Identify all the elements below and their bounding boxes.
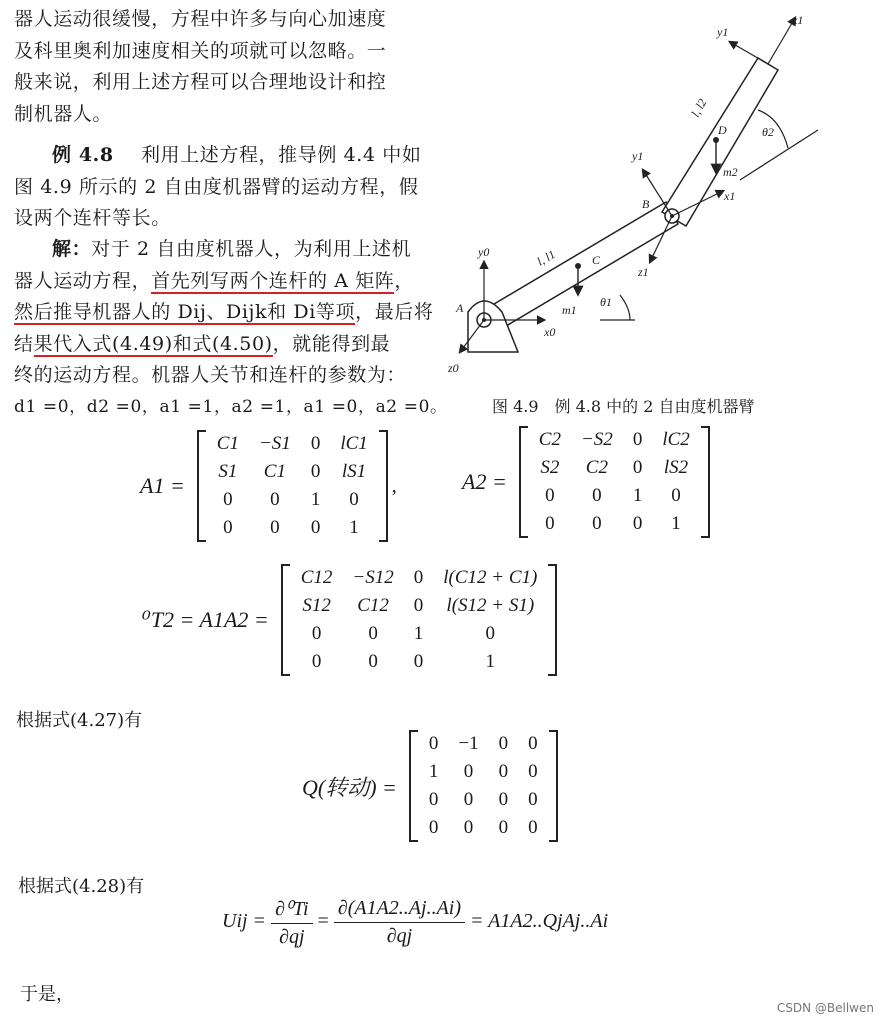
label-y1-top: y1 [717,25,729,39]
matrix-cell: 0 [528,733,538,754]
matrix-cell: 0 [463,817,474,838]
matrix-cell: 0 [428,733,439,754]
matrix-cell: 0 [498,817,509,838]
label-x1-mid: x1 [724,189,736,203]
matrix-cell: S12 [302,595,331,616]
matrix-cell: lC1 [340,433,368,454]
matrix-a2-lhs: A2 = [462,469,507,494]
matrix-cell: 0 [463,761,474,782]
uij-lhs: Uij = [222,910,267,933]
matrix-cell: S2 [540,457,560,478]
label-d: D [718,123,727,137]
matrix-cell: 0 [413,595,424,616]
solution-line: 结 [14,332,34,355]
matrix-cell: C2 [538,429,561,450]
matrix-cell: 0 [270,517,280,538]
matrix-cell: 0 [428,817,439,838]
matrix-a1-lhs: A1 = [140,473,185,498]
solution-line: ，就能得到最 [272,332,391,355]
matrix-cell: C12 [300,567,333,588]
matrix-cell: 0 [311,651,322,672]
figure-caption: 图 4.9 例 4.8 中的 2 自由度机器臂 [492,397,755,416]
matrix-cell: 1 [413,623,424,644]
label-y0: y0 [478,245,490,259]
matrix-cell: lC2 [662,429,690,450]
matrix-cell: −S12 [352,567,394,588]
example-label: 例 4.8 [52,144,114,166]
label-y1-mid: y1 [632,149,644,163]
matrix-cell: 0 [311,623,322,644]
label-m2: m2 [723,165,738,179]
matrix-cell: lS1 [341,461,367,482]
label-b: B [642,197,650,211]
matrix-t2-lhs: ⁰T2 = A1A2 = [142,607,269,632]
example-line: 设两个连杆等长。 [14,207,171,229]
matrix-cell: 0 [368,651,378,672]
fraction [334,897,465,948]
matrix-cell: 0 [223,489,233,510]
reference-text: 根据式(4.27)有 [16,710,143,731]
matrix-cell: C1 [263,461,286,482]
label-theta1: θ1 [600,295,612,309]
label-l2: l, l2 [688,96,710,120]
matrix-cell: 0 [592,485,602,506]
link-1 [484,202,678,332]
uij-equation: Uij = $\frac{\text{∂⁰Ti}}{\partial qj}$ = $\frac{\partial(A1A2..Aj..Ai)}{\partial qj}$ = A1A2..QjAj..Ai [222,897,609,948]
matrix-cell: 0 [528,761,538,782]
fraction-denominator: ∂qj [386,925,413,947]
example-line: 利用上述方程，推导例 4.4 中如 [140,144,422,166]
underlined-text: 然后推导机器人的 Dij、Dijk和 Di等项 [14,301,356,323]
matrix-cell: 1 [428,761,439,782]
matrix-cell: 1 [671,513,681,534]
fraction [271,896,312,949]
intro-line: 器人运动很缓慢，方程中许多与向心加速度 [14,8,387,30]
matrix-cell: −S2 [580,429,613,450]
matrix-cell: 0 [368,623,378,644]
matrix-cell: 0 [545,485,555,506]
link-2 [662,58,778,226]
matrix-cell: 0 [349,489,359,510]
label-x0: x0 [544,325,556,339]
matrix-cell: 0 [528,789,538,810]
label-theta2: θ2 [762,125,774,139]
label-l1: l, l1 [534,247,558,269]
matrix-cell: 0 [498,733,509,754]
matrix-cell: −1 [458,733,479,754]
matrix-cell: 0 [310,433,321,454]
matrix-cell: C1 [216,433,239,454]
solution-paragraph [14,234,448,423]
matrix-q-lhs: Q(转动) = [302,774,397,800]
intro-line: 制机器人。 [14,102,113,125]
label-c: C [592,253,601,267]
watermark: CSDN @Bellwen [776,1001,874,1015]
solution-label: 解： [52,238,92,260]
label-z0: z0 [448,361,459,375]
matrix-cell: 0 [223,517,233,538]
matrix-cell: 1 [310,489,321,510]
matrix-cell: 0 [428,789,439,810]
matrix-q [302,730,558,842]
intro-line: 及科里奥利加速度相关的项就可以忽略。一 [14,39,387,62]
example-paragraph [14,140,434,235]
matrix-cell: 1 [632,485,643,506]
example-line: 图 4.9 所示的 2 自由度机器臂的运动方程，假 [14,175,419,198]
fraction-numerator: ∂⁰Ti [271,896,312,924]
intro-paragraph [14,4,434,130]
matrix-cell: 0 [498,789,509,810]
matrix-cell: C2 [585,457,608,478]
solution-line: 器人运动方程， [14,269,152,292]
solution-line: ， [394,269,415,292]
uij-rhs: = A1A2..QjAj..Ai [470,910,609,933]
label-x1-top: x1 [792,13,804,27]
matrix-t2 [142,564,557,676]
matrix-cell: 0 [463,789,474,810]
conclusion-text: 于是， [20,984,74,1005]
matrix-cell: 0 [592,513,602,534]
label-z1: z1 [638,265,649,279]
matrix-cell: 1 [485,651,496,672]
label-a: A [456,301,464,315]
matrix-a2 [462,426,710,538]
matrix-cell: 0 [413,651,424,672]
label-m1: m1 [562,303,577,317]
matrix-cell: S1 [218,461,238,482]
matrix-cell: 0 [545,513,555,534]
matrix-cell: 0 [498,761,509,782]
matrix-cell: 0 [485,623,496,644]
matrix-cell: 0 [632,513,643,534]
matrix-cell: 0 [270,489,280,510]
matrix-cell: 0 [632,429,643,450]
parameter-line: d1 =0，d2 =0，a1 =1，a2 =1，a1 =0，a2 =0。 [14,396,448,417]
solution-line: 对于 2 自由度机器人，为利用上述机 [91,238,412,260]
matrix-cell: lS2 [663,457,689,478]
matrix-cell: −S1 [258,433,291,454]
solution-line: ，最后将 [355,301,434,323]
matrix-cell: 1 [349,517,359,538]
matrix-cell: 0 [632,457,643,478]
matrix-a1: A1 = C1 −S1 0 lC1 S1 C1 0 lS1 0 0 1 0 0 0 0 1 , [140,430,397,542]
robot-arm-figure [440,0,880,390]
intro-line: 般来说，利用上述方程可以合理地设计和控 [14,71,387,93]
matrix-cell: 0 [671,485,681,506]
matrix-cell: 0 [528,817,538,838]
fraction-denominator: ∂qj [279,926,305,948]
matrix-cell: 0 [310,517,321,538]
matrix-cell: C12 [357,595,389,616]
matrix-cell: l(S12 + S1) [446,595,535,616]
solution-line: 终的运动方程。机器人关节和连杆的参数为： [14,364,407,386]
reference-text: 根据式(4.28)有 [18,876,145,897]
underlined-text: 首先列写两个连杆的 A 矩阵 [151,269,395,292]
underlined-text: 果代入式(4.49)和式(4.50) [33,332,273,355]
matrix-cell: 0 [413,567,424,588]
fraction-numerator: ∂(A1A2..Aj..Ai) [334,897,465,923]
matrix-cell: l(C12 + C1) [443,567,538,588]
matrix-cell: 0 [310,461,321,482]
